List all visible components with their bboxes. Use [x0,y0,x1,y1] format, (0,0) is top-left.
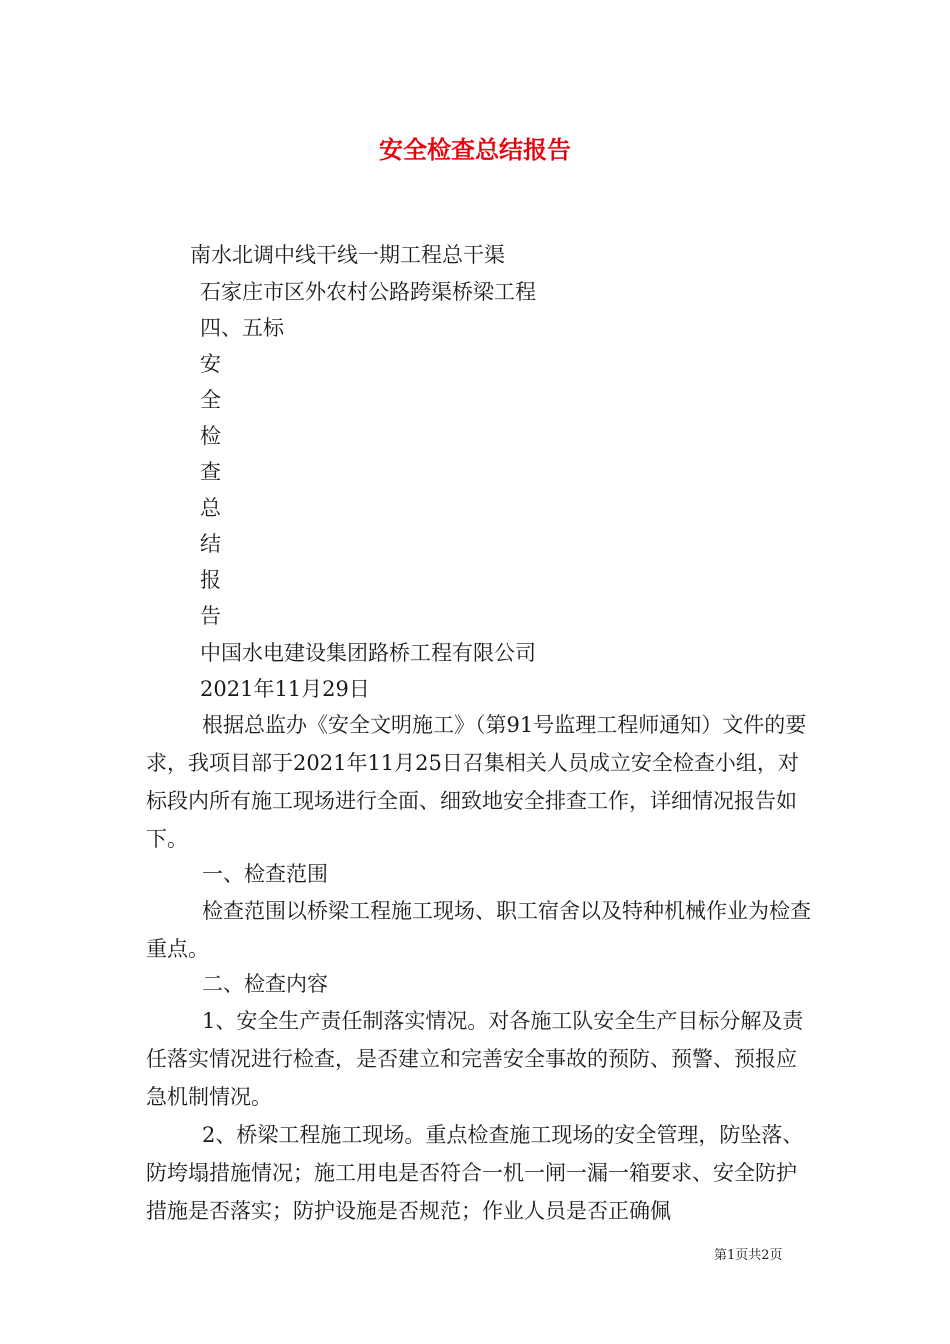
vertical-title-char: 检 [200,424,221,448]
vertical-title-char: 全 [200,388,221,412]
vertical-title-char: 告 [200,604,221,628]
section-heading-content: 二、检查内容 [202,972,328,996]
vertical-title-char: 总 [200,496,221,520]
vertical-title-char: 查 [200,460,221,484]
intro-paragraph: 根据总监办《安全文明施工》（第91号监理工程师通知）文件的要求，我项目部于2021年11月25日召集相关人员成立安全检查小组，对标段内所有施工现场进行全面、细致地安全排查工作，详细情况报告如下。 [146,713,807,851]
section-label: 四、五标 [200,316,284,340]
vertical-title-char: 结 [200,532,221,556]
page-indicator: 第1页共2页 [714,1248,783,1263]
company-name: 中国水电建设集团路桥工程有限公司 [200,641,536,665]
vertical-title-char: 安 [200,352,221,376]
content-item-2: 2、桥梁工程施工现场。重点检查施工现场的安全管理，防坠落、防垮塌措施情况；施工用电是否符合一机一闸一漏一箱要求、安全防护措施是否落实；防护设施是否规范；作业人员是否正确佩 [146,1123,804,1223]
vertical-title-char: 报 [200,568,221,592]
scope-paragraph: 检查范围以桥梁工程施工现场、职工宿舍以及特种机械作业为检查重点。 [146,899,811,961]
report-date: 2021年11月29日 [200,677,370,701]
project-line-2: 石家庄市区外农村公路跨渠桥梁工程 [200,280,536,304]
project-line-1: 南水北调中线干线一期工程总干渠 [190,243,505,267]
page-title: 安全检查总结报告 [379,135,571,164]
section-heading-scope: 一、检查范围 [202,862,328,886]
content-item-1: 1、安全生产责任制落实情况。对各施工队安全生产目标分解及责任落实情况进行检查，是否建立和完善安全事故的预防、预警、预报应急机制情况。 [146,1009,804,1109]
